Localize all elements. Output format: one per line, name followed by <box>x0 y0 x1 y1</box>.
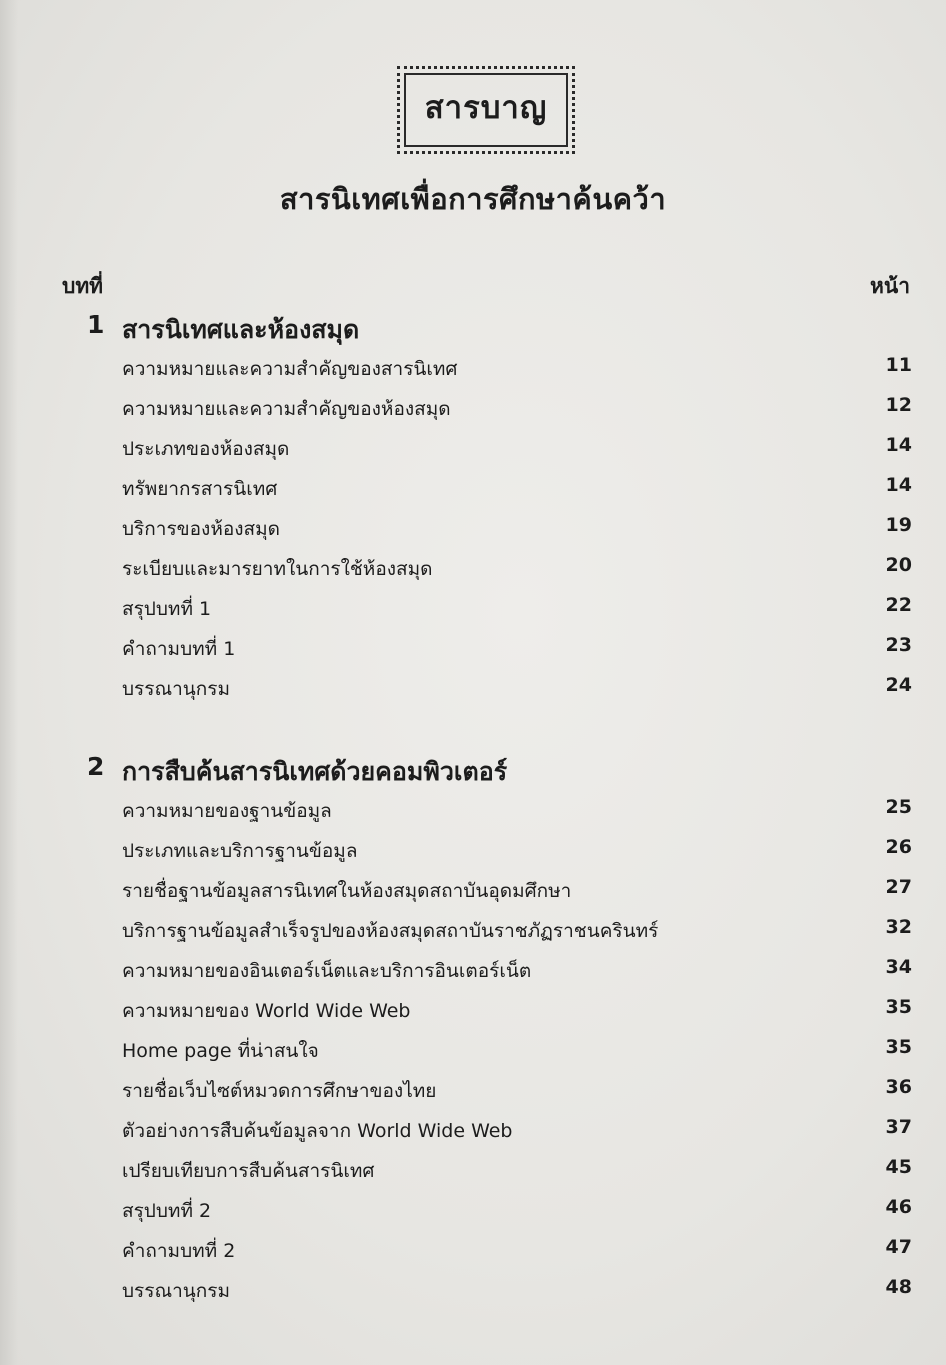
entry-title: บรรณานุกรม <box>122 1280 230 1302</box>
entry-title: รายชื่อเว็บไซต์หมวดการศึกษาของไทย <box>122 1080 437 1102</box>
entry-page: 48 <box>885 1276 912 1298</box>
entry-page: 27 <box>885 876 912 898</box>
entry-title: ความหมายของฐานข้อมูล <box>122 800 332 822</box>
toc-entry <box>0 594 946 624</box>
entry-page: 23 <box>885 634 912 656</box>
toc-entry <box>0 956 946 986</box>
entry-title: ตัวอย่างการสืบค้นข้อมูลจาก World Wide Web <box>122 1120 513 1142</box>
entry-page: 12 <box>885 394 912 416</box>
entry-title: บริการของห้องสมุด <box>122 518 280 540</box>
entry-title: รายชื่อฐานข้อมูลสารนิเทศในห้องสมุดสถาบันอุดมศึกษา <box>122 880 572 902</box>
chapter-title: สารนิเทศและห้องสมุด <box>122 315 360 344</box>
toc-entry <box>0 796 946 826</box>
entry-page: 47 <box>885 1236 912 1258</box>
entry-page: 14 <box>885 474 912 496</box>
entry-page: 11 <box>885 354 912 376</box>
entry-page: 36 <box>885 1076 912 1098</box>
toc-entry <box>0 514 946 544</box>
entry-title: ความหมายของ World Wide Web <box>122 1000 411 1022</box>
entry-page: 24 <box>885 674 912 696</box>
entry-page: 32 <box>885 916 912 938</box>
entry-page: 22 <box>885 594 912 616</box>
entry-page: 37 <box>885 1116 912 1138</box>
entry-title: ประเภทของห้องสมุด <box>122 438 290 460</box>
entry-title: Home page ที่น่าสนใจ <box>122 1040 319 1062</box>
chapter-number: 1 <box>87 310 105 339</box>
entry-title: ระเบียบและมารยาทในการใช้ห้องสมุด <box>122 558 433 580</box>
entry-title: บรรณานุกรม <box>122 678 230 700</box>
entry-page: 20 <box>885 554 912 576</box>
book-subtitle: สารนิเทศเพื่อการศึกษาค้นคว้า <box>279 182 667 216</box>
entry-title: ประเภทและบริการฐานข้อมูล <box>122 840 358 862</box>
chapter-number: 2 <box>87 752 105 781</box>
toc-entry <box>0 1156 946 1186</box>
entry-page: 34 <box>885 956 912 978</box>
toc-entry <box>0 474 946 504</box>
entry-title: คำถามบทที่ 1 <box>122 638 236 660</box>
chapter-title: การสืบค้นสารนิเทศด้วยคอมพิวเตอร์ <box>122 757 508 786</box>
entry-page: 14 <box>885 434 912 456</box>
entry-title: สรุปบทที่ 1 <box>122 598 212 620</box>
entry-title: สรุปบทที่ 2 <box>122 1200 212 1222</box>
toc-entry <box>0 1276 946 1306</box>
toc-entry <box>0 674 946 704</box>
toc-entry <box>0 1076 946 1106</box>
page-title: สารบาญ <box>424 90 548 126</box>
title-frame <box>397 66 575 154</box>
toc-entry <box>0 634 946 664</box>
toc-entry <box>0 836 946 866</box>
entry-page: 26 <box>885 836 912 858</box>
toc-entry <box>0 1116 946 1146</box>
toc-entry <box>0 554 946 584</box>
entry-title: ความหมายของอินเตอร์เน็ตและบริการอินเตอร์เน็ต <box>122 960 532 982</box>
entry-title: เปรียบเทียบการสืบค้นสารนิเทศ <box>122 1160 375 1182</box>
toc-entry <box>0 996 946 1026</box>
toc-entry <box>0 876 946 906</box>
entry-page: 35 <box>885 996 912 1018</box>
page-column-header: หน้า <box>870 274 910 298</box>
entry-title: ความหมายและความสำคัญของห้องสมุด <box>122 398 451 420</box>
toc-entry <box>0 1196 946 1226</box>
entry-page: 46 <box>885 1196 912 1218</box>
entry-page: 19 <box>885 514 912 536</box>
entry-title: บริการฐานข้อมูลสำเร็จรูปของห้องสมุดสถาบันราชภัฏราชนครินทร์ <box>122 920 659 942</box>
toc-entry <box>0 394 946 424</box>
toc-entry <box>0 354 946 384</box>
entry-page: 35 <box>885 1036 912 1058</box>
toc-entry <box>0 434 946 464</box>
entry-title: คำถามบทที่ 2 <box>122 1240 236 1262</box>
toc-entry <box>0 916 946 946</box>
entry-page: 25 <box>885 796 912 818</box>
chapter-column-header: บทที่ <box>62 274 104 298</box>
entry-title: ทรัพยากรสารนิเทศ <box>122 478 278 500</box>
entry-title: ความหมายและความสำคัญของสารนิเทศ <box>122 358 458 380</box>
toc-entry <box>0 1036 946 1066</box>
entry-page: 45 <box>885 1156 912 1178</box>
toc-entry <box>0 1236 946 1266</box>
